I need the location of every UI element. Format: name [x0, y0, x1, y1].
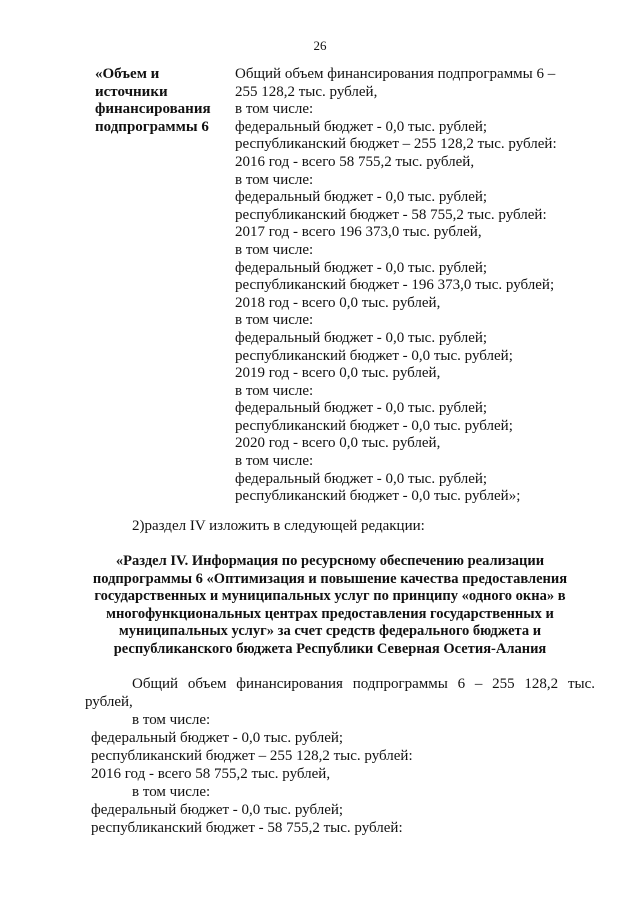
body-line: 2016 год - всего 58 755,2 тыс. рублей,: [91, 766, 331, 782]
body-line: республиканский бюджет – 255 128,2 тыс. рублей:: [91, 748, 413, 764]
table-content-line: республиканский бюджет - 58 755,2 тыс. рублей:: [235, 206, 547, 223]
table-content-line: в том числе:: [235, 241, 314, 258]
table-content-line: в том числе:: [235, 453, 314, 470]
body-lines: [85, 711, 595, 837]
body-line: федеральный бюджет - 0,0 тыс. рублей;: [91, 802, 344, 818]
table-content-line: республиканский бюджет – 255 128,2 тыс. рублей:: [235, 136, 557, 153]
heading-line: республиканского бюджета Республики Северная Осетия-Алания: [113, 640, 547, 657]
table-content-line: республиканский бюджет - 0,0 тыс. рублей;: [235, 417, 513, 434]
heading-line: подпрограммы 6 «Оптимизация и повышение качества предоставления: [92, 570, 568, 587]
table-row-content: [235, 66, 575, 506]
table-content-line: республиканский бюджет - 0,0 тыс. рублей»;: [235, 488, 521, 505]
table-content-line: республиканский бюджет - 196 373,0 тыс. рублей;: [235, 277, 555, 294]
table-content-line: в том числе:: [235, 382, 314, 399]
body-first-paragraph: Общий объем финансирования подпрограммы 6 – 255 128,2 тыс. рублей,: [85, 676, 595, 710]
heading-line: муниципальных услуг» за счет средств федерального бюджета и: [118, 623, 542, 639]
body-line: федеральный бюджет - 0,0 тыс. рублей;: [91, 730, 344, 746]
table-content-line: 2020 год - всего 0,0 тыс. рублей,: [235, 435, 441, 452]
table-row-label: «Объем и источники финансирования подпрограммы 6: [95, 66, 211, 135]
table-content-line: в том числе:: [235, 101, 314, 118]
table-content-line: 255 128,2 тыс. рублей,: [235, 83, 378, 100]
table-content-line: 2016 год - всего 58 755,2 тыс. рублей,: [235, 153, 475, 170]
table-content-line: федеральный бюджет - 0,0 тыс. рублей;: [235, 329, 488, 346]
table-content-line: федеральный бюджет - 0,0 тыс. рублей;: [235, 189, 488, 206]
table-content-line: в том числе:: [235, 171, 314, 188]
heading-line: государственных и муниципальных услуг по принципу «одного окна» в: [94, 588, 566, 604]
table-content-line: в том числе:: [235, 312, 314, 329]
heading-line: многофункциональных центрах предоставления государственных и: [106, 605, 554, 622]
body-line: в том числе:: [132, 784, 211, 800]
table-content-line: 2019 год - всего 0,0 тыс. рублей,: [235, 365, 441, 382]
page-number: 26: [313, 38, 327, 53]
table-content-line: федеральный бюджет - 0,0 тыс. рублей;: [235, 470, 488, 487]
table-content-line: федеральный бюджет - 0,0 тыс. рублей;: [235, 400, 488, 417]
section-heading: [90, 553, 570, 658]
table-content-line: республиканский бюджет - 0,0 тыс. рублей;: [235, 347, 513, 364]
table-content-line: Общий объем финансирования подпрограммы 6 –: [235, 66, 556, 82]
table-content-line: 2018 год - всего 0,0 тыс. рублей,: [235, 294, 441, 311]
heading-line: «Раздел IV. Информация по ресурсному обеспечению реализации: [115, 553, 545, 569]
table-content-line: федеральный бюджет - 0,0 тыс. рублей;: [235, 118, 488, 135]
body-line: в том числе:: [132, 712, 211, 728]
table-content-line: федеральный бюджет - 0,0 тыс. рублей;: [235, 259, 488, 276]
instruction-text: 2)раздел IV изложить в следующей редакции:: [132, 518, 425, 534]
body-text: [85, 675, 595, 837]
table-content-line: 2017 год - всего 196 373,0 тыс. рублей,: [235, 224, 482, 241]
body-line: республиканский бюджет - 58 755,2 тыс. рублей:: [91, 820, 403, 836]
